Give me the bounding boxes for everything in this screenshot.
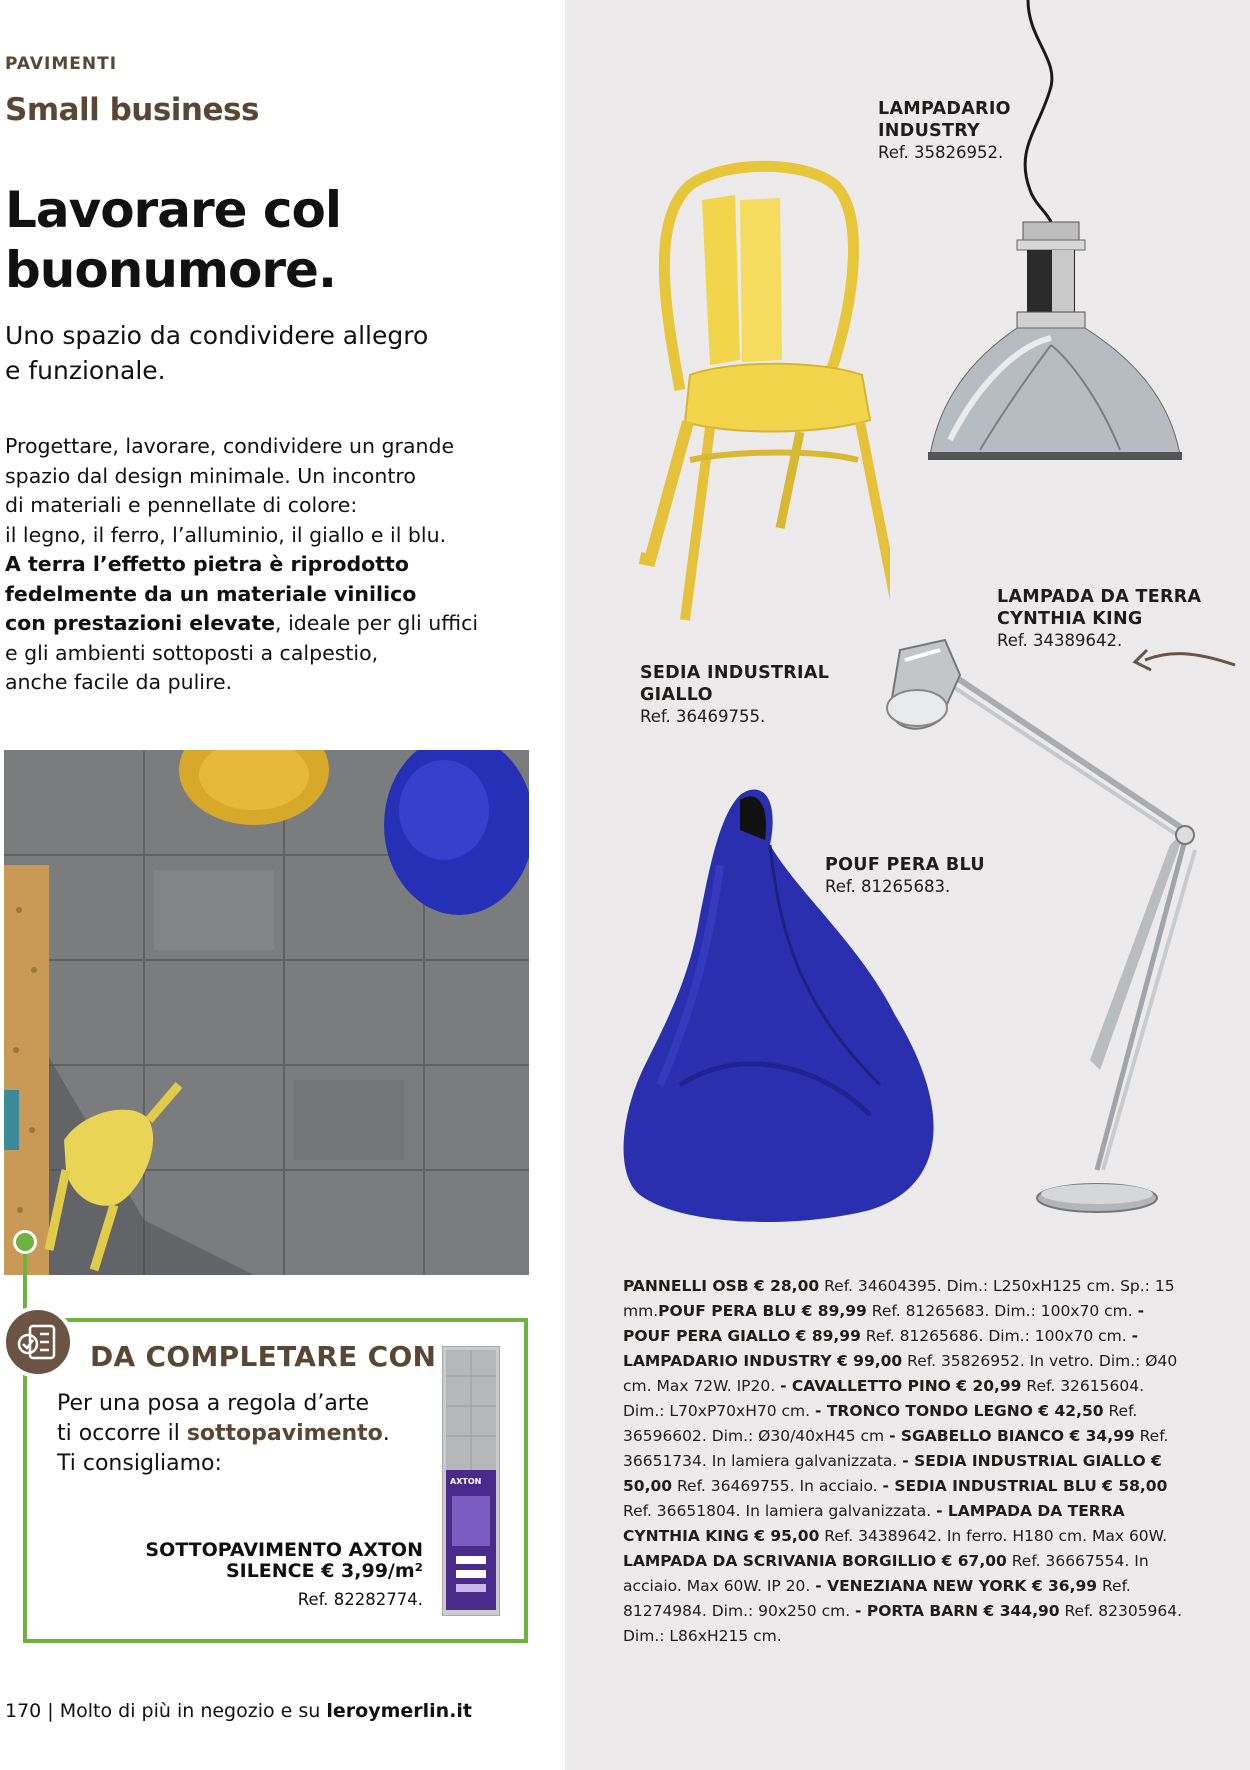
footer-text: Molto di più in negozio e su	[59, 1700, 327, 1722]
floor-lamp-name: LAMPADA DA TERRA	[997, 587, 1202, 607]
spec-item-name: - SEDIA INDUSTRIAL GIALLO € 50,00	[623, 1452, 1162, 1495]
connector-pin-icon	[13, 1230, 37, 1254]
page-headline	[5, 180, 341, 300]
spec-item-detail: Ref. 34389642. In ferro. H180 cm. Max 60W.	[819, 1527, 1168, 1545]
underlay-product-name	[145, 1540, 423, 1582]
complete-line: Ti consigliamo:	[57, 1451, 222, 1476]
spec-item-name: - POUF PERA GIALLO € 89,99	[623, 1302, 1145, 1345]
body-line: e gli ambienti sottoposti a calpestio,	[5, 640, 379, 665]
spec-item-detail: Ref. 81265686. Dim.: 100x70 cm.	[860, 1327, 1132, 1345]
spec-item-name: - SGABELLO BIANCO € 34,99	[889, 1427, 1135, 1445]
package-brand: AXTON	[450, 1477, 482, 1486]
spec-item-name: - CAVALLETTO PINO € 20,99	[780, 1377, 1022, 1395]
checklist-icon	[2, 1306, 74, 1378]
spec-item-detail: Ref. 82305964. Dim.: L86xH215 cm.	[623, 1602, 1183, 1645]
headline-line-2: buonumore.	[5, 241, 336, 299]
body-line: spazio dal design minimale. Un incontro	[5, 463, 416, 488]
underlay-product-ref: Ref. 82282774.	[297, 1590, 423, 1609]
headline-line-1: Lavorare col	[5, 181, 342, 239]
spec-item-detail: Ref. 36596602. Dim.: Ø30/40xH45 cm	[623, 1402, 1138, 1445]
spec-item-name: - PORTA BARN € 344,90	[855, 1602, 1060, 1620]
spec-item-name: - LAMPADA DA TERRA CYNTHIA KING € 95,00	[623, 1502, 1125, 1545]
lead-line-1: Uno spazio da condividere allegro	[5, 321, 429, 350]
page-subtitle: Small business	[5, 92, 259, 128]
lamp-label	[878, 98, 1011, 164]
floor-lamp-name: CYNTHIA KING	[997, 609, 1143, 629]
underlay-highlight: sottopavimento	[186, 1421, 383, 1446]
spec-item-name: - TRONCO TONDO LEGNO € 42,50	[814, 1402, 1104, 1420]
page-number: 170	[5, 1700, 42, 1722]
underlay-package-image	[442, 1346, 500, 1616]
lead-paragraph	[5, 318, 428, 388]
spec-item-detail: Ref. 81265683. Dim.: 100x70 cm.	[866, 1302, 1138, 1320]
underlay-price-line: SILENCE € 3,99/m²	[225, 1560, 423, 1582]
body-bold-line: fedelmente da un materiale vinilico	[5, 581, 417, 606]
body-line: di materiali e pennellate di colore:	[5, 493, 358, 517]
room-photo	[4, 750, 529, 1275]
body-line: anche facile da pulire.	[5, 670, 233, 694]
complete-line: Per una posa a regola d’arte	[57, 1391, 370, 1416]
spec-item-name: - LAMPADARIO INDUSTRY € 99,00	[623, 1327, 1139, 1370]
yellow-chair-image	[630, 160, 890, 650]
floor-lamp-ref: Ref. 34389642.	[997, 631, 1123, 650]
page-footer	[5, 1700, 472, 1722]
complete-title: DA COMPLETARE CON	[90, 1340, 437, 1373]
underlay-name-line: SOTTOPAVIMENTO AXTON	[145, 1539, 423, 1561]
complete-line: .	[382, 1421, 390, 1446]
spec-item-detail: Ref. 36651734. In lamiera galvanizzata.	[623, 1427, 1169, 1470]
body-line: il legno, il ferro, l’alluminio, il giallo e il blu.	[5, 522, 447, 547]
spec-item-name: PANNELLI OSB € 28,00	[623, 1277, 820, 1295]
lamp-name: LAMPADARIO	[878, 99, 1011, 119]
chair-label	[640, 662, 829, 728]
lamp-name: INDUSTRY	[878, 121, 981, 141]
product-specs	[623, 1274, 1183, 1649]
spec-item-detail: Ref. 81274984. Dim.: 90x250 cm.	[623, 1577, 1131, 1620]
chair-ref: Ref. 36469755.	[640, 707, 766, 726]
pendant-lamp-image	[920, 0, 1190, 470]
complete-line: ti occorre il	[57, 1421, 187, 1446]
section-label: PAVIMENTI	[5, 54, 118, 74]
pouf-name: POUF PERA BLU	[825, 855, 985, 875]
spec-item-name: - VENEZIANA NEW YORK € 36,99	[815, 1577, 1098, 1595]
spec-item-name: POUF PERA BLU € 89,99	[658, 1302, 867, 1320]
lead-line-2: e funzionale.	[5, 356, 166, 385]
lamp-ref: Ref. 35826952.	[878, 143, 1004, 162]
body-paragraph	[5, 432, 485, 698]
body-line: Progettare, lavorare, condividere un grande	[5, 434, 455, 458]
pouf-ref: Ref. 81265683.	[825, 877, 951, 896]
footer-site-link[interactable]: leroymerlin.it	[326, 1700, 473, 1722]
footer-separator: |	[41, 1700, 60, 1722]
chair-name: SEDIA INDUSTRIAL	[640, 663, 830, 683]
spec-item-name: - SEDIA INDUSTRIAL BLU € 58,00	[882, 1477, 1168, 1495]
chair-name: GIALLO	[640, 685, 713, 705]
spec-item-detail: Ref. 36667554. In acciaio. Max 60W. IP 20.	[623, 1552, 1149, 1595]
body-bold-line: con prestazioni elevate	[5, 611, 276, 635]
spec-item-name: LAMPADA DA SCRIVANIA BORGILLIO € 67,00	[623, 1552, 1007, 1570]
spec-item-detail: Ref. 35826952. In vetro. Dim.: Ø40 cm. Max 72W. IP20.	[623, 1352, 1178, 1395]
spec-item-detail: Ref. 34604395. Dim.: L250xH125 cm. Sp.: 15 mm.	[623, 1277, 1175, 1320]
pouf-label	[825, 854, 985, 898]
spec-item-detail: Ref. 32615604. Dim.: L70xP70xH70 cm.	[623, 1377, 1145, 1420]
spec-item-detail: Ref. 36469755. In acciaio.	[672, 1477, 883, 1495]
body-line: , ideale per gli uffici	[275, 611, 479, 635]
complete-description	[57, 1389, 390, 1479]
blue-pouf-image	[620, 785, 970, 1225]
spec-item-detail: Ref. 36651804. In lamiera galvanizzata.	[623, 1502, 937, 1520]
body-bold-line: A terra l’effetto pietra è riprodotto	[5, 552, 409, 576]
